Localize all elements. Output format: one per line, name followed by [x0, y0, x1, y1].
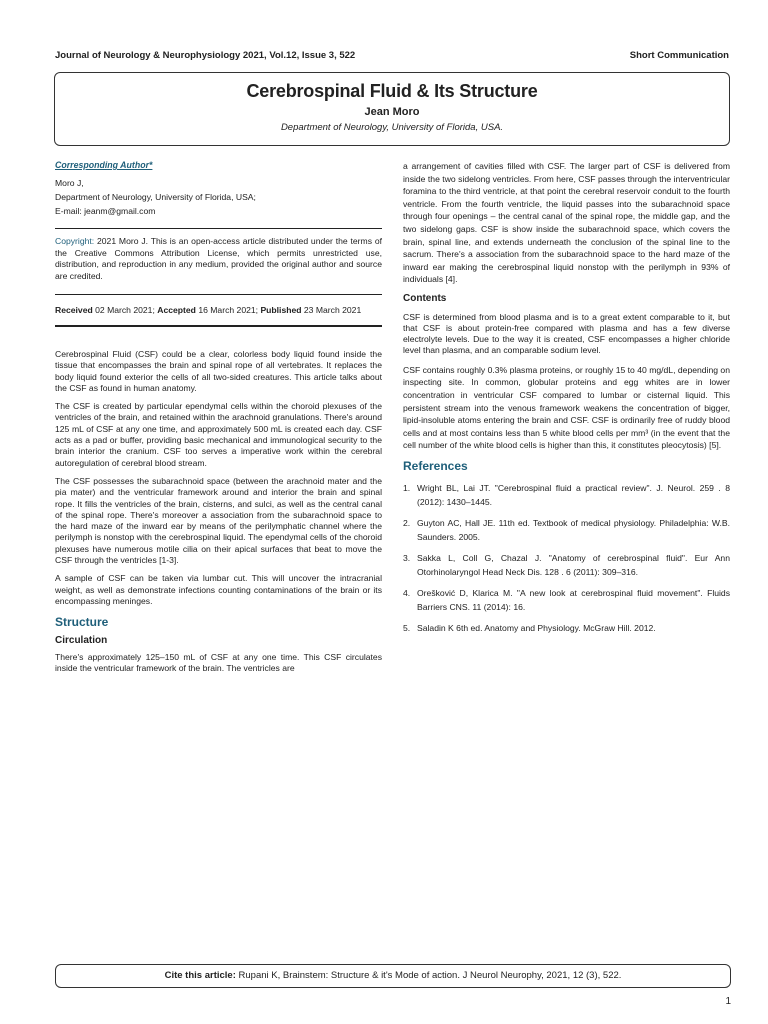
- paragraph: Cerebrospinal Fluid (CSF) could be a clear, colorless body liquid found inside the tissue that encompasses the brain and spinal rope of all vertebrates. It replaces the body liquid found exterior the cells of all two-sided creatures. This article talks about the CSF as found in human anatomy.: [55, 349, 382, 393]
- article-title: Cerebrospinal Fluid & Its Structure: [246, 81, 538, 101]
- citation-label: Cite this article:: [164, 970, 236, 981]
- corresponding-email: E-mail: jeanm@gmail.com: [55, 206, 156, 216]
- divider: [55, 294, 382, 295]
- received-label: Received: [55, 305, 93, 315]
- reference-text: Orešković D, Klarica M. "A new look at cerebrospinal fluid movement". Fluids Barriers CNS. 11 (2014): 16.: [417, 588, 730, 612]
- copyright-label: Copyright:: [55, 236, 95, 246]
- reference-list: [403, 482, 730, 636]
- citation-box: [55, 964, 731, 988]
- paragraph: CSF is determined from blood plasma and is to a great extent comparable to it, but that CSF is about protein-free compared with plasma and has a few diverse electrolyte levels. Due to the way it is created, CSF encompasses a higher chloride level than plasma, and an comparable sodium level.: [403, 311, 730, 356]
- section-heading-structure: Structure: [55, 615, 109, 630]
- author-affiliation: Department of Neurology, University of Florida, USA.: [280, 122, 504, 133]
- reference-number: 5.: [403, 623, 411, 634]
- article-dates: [55, 305, 382, 315]
- section-heading-references: References: [403, 458, 468, 473]
- reference-item: [403, 552, 730, 579]
- article-type: Short Communication: [629, 50, 729, 61]
- reference-number: 1.: [403, 483, 411, 494]
- page-number: 1: [725, 996, 731, 1007]
- divider: [55, 228, 382, 229]
- published-date: 23 March 2021: [301, 305, 362, 315]
- accepted-label: Accepted: [157, 305, 196, 315]
- right-body: [403, 160, 730, 644]
- citation-text: Rupani K, Brainstem: Structure & it's Mode of action. J Neurol Neurophy, 2021, 12 (3), 522.: [235, 970, 622, 981]
- paragraph: The CSF possesses the subarachnoid space (between the arachnoid mater and the pia mater) and the ventricular framework around and interior the brain and spinal rope. It fills the ventricles of the brain, cisterns, and sulci, as well as the central canal of the spinal rope. There's moreover a association from the subarachnoid space to the hard maze of the inward ear by means of the perilymphatic channel where the perilymph is nonstop with the cerebrospinal liquid. The ependymal cells of the choroid plexuses have numerous motile cilia on their apical surfaces that beat to move the CSF through the ventricles [1-3].: [55, 475, 382, 566]
- reference-text: Guyton AC, Hall JE. 11th ed. Textbook of medical physiology. Philadelphia: W.B. Saunders. 2005.: [417, 518, 730, 542]
- reference-text: Saladin K 6th ed. Anatomy and Physiology. McGraw Hill. 2012.: [417, 623, 656, 634]
- corresponding-dept: Department of Neurology, University of Florida, USA;: [55, 192, 256, 202]
- left-body: [55, 349, 382, 681]
- reference-item: [403, 622, 730, 636]
- divider-thick: [55, 325, 382, 327]
- reference-item: [403, 482, 730, 509]
- accepted-date: 16 March 2021;: [195, 305, 261, 315]
- reference-item: [403, 587, 730, 614]
- correspondence-block: [55, 160, 382, 218]
- subsection-heading-circulation: Circulation: [55, 634, 108, 646]
- paragraph: A sample of CSF can be taken via lumbar cut. This will uncover the intracranial weight, as well as demonstrate infections counting contaminations of the brain or its encompassing meninges.: [55, 573, 382, 606]
- journal-header: Journal of Neurology & Neurophysiology 2021, Vol.12, Issue 3, 522: [55, 50, 356, 61]
- paragraph: CSF contains roughly 0.3% plasma proteins, or roughly 15 to 40 mg/dL, depending on inspecting site. In common, globular proteins and egg whites are in lower concentration in ventricular CSF compared to lumbar or cisternal liquid. This persistent stream into the venous framework weakens the concentration of bigger, lipid-insoluble atoms entering the brain and CSF. CSF is ordinarily free of ruddy blood cells and at most contains less than 5 white blood cells per mm³ (in the event that the cell number of the white blood cells is higher than this, it constitutes pleocytosis) [5].: [403, 364, 730, 451]
- copyright-notice: [55, 236, 382, 282]
- paragraph: There's approximately 125–150 mL of CSF at any one time. This CSF circulates inside the ventricular framework of the brain. The ventricles are: [55, 651, 382, 674]
- reference-text: Wright BL, Lai JT. "Cerebrospinal fluid a practical review". J. Neurol. 259 . 8 (2012): 1430–1445.: [417, 483, 730, 507]
- corresponding-author-heading: Corresponding Author*: [55, 160, 153, 170]
- corresponding-name: Moro J,: [55, 178, 84, 188]
- reference-text: Sakka L, Coll G, Chazal J. "Anatomy of cerebrospinal fluid". Eur Ann Otorhinolaryngol Head Neck Dis. 128 . 6 (2011): 309–316.: [417, 553, 730, 577]
- title-box: [54, 72, 730, 146]
- published-label: Published: [260, 305, 302, 315]
- paragraph: a arrangement of cavities filled with CSF. The larger part of CSF is delivered from inside the two sidelong ventricles. From here, CSF passes through the interventricular foramina to the third ventricle, at that point the cerebral reservoir conduit to the fourth ventricle. From the fourth ventricle, the liquid passes into the subarachnoid space through four openings – the central canal of the spinal rope, the middle gap, and the two sidelong gaps. CSF is show inside the subarachnoid space, which covers the brain, spinal line, and extends underneath the conclusion of the spinal line to the sacrum. There's a association from the subarachnoid space to the hard maze of the inward ear making the cerebrospinal liquid nonstop with the perilymph in 93% of individuals [4].: [403, 161, 730, 285]
- reference-number: 4.: [403, 588, 411, 599]
- received-date: 02 March 2021;: [92, 305, 158, 315]
- paragraph: The CSF is created by particular ependymal cells within the choroid plexuses of the ventricles of the brain, and retained within the arachnoid granulations. There's around 125 mL of CSF at any one time, and approximately 500 mL is created each day. CSF acts as a pad or buffer, providing basic mechanical and immunological security to the brain interior the cranium. CSF too serves a imperative work within the cerebral autoregulation of cerebral blood stream.: [55, 401, 382, 468]
- reference-item: [403, 517, 730, 544]
- reference-number: 3.: [403, 553, 411, 564]
- author-name: Jean Moro: [364, 106, 420, 118]
- copyright-text: 2021 Moro J. This is an open-access article distributed under the terms of the Creative Commons Attribution License, which permits unrestricted use, distribution, and reproduction in any medium, provided the original author and source are credited.: [55, 236, 382, 281]
- reference-number: 2.: [403, 518, 411, 529]
- section-heading-contents: Contents: [403, 292, 447, 304]
